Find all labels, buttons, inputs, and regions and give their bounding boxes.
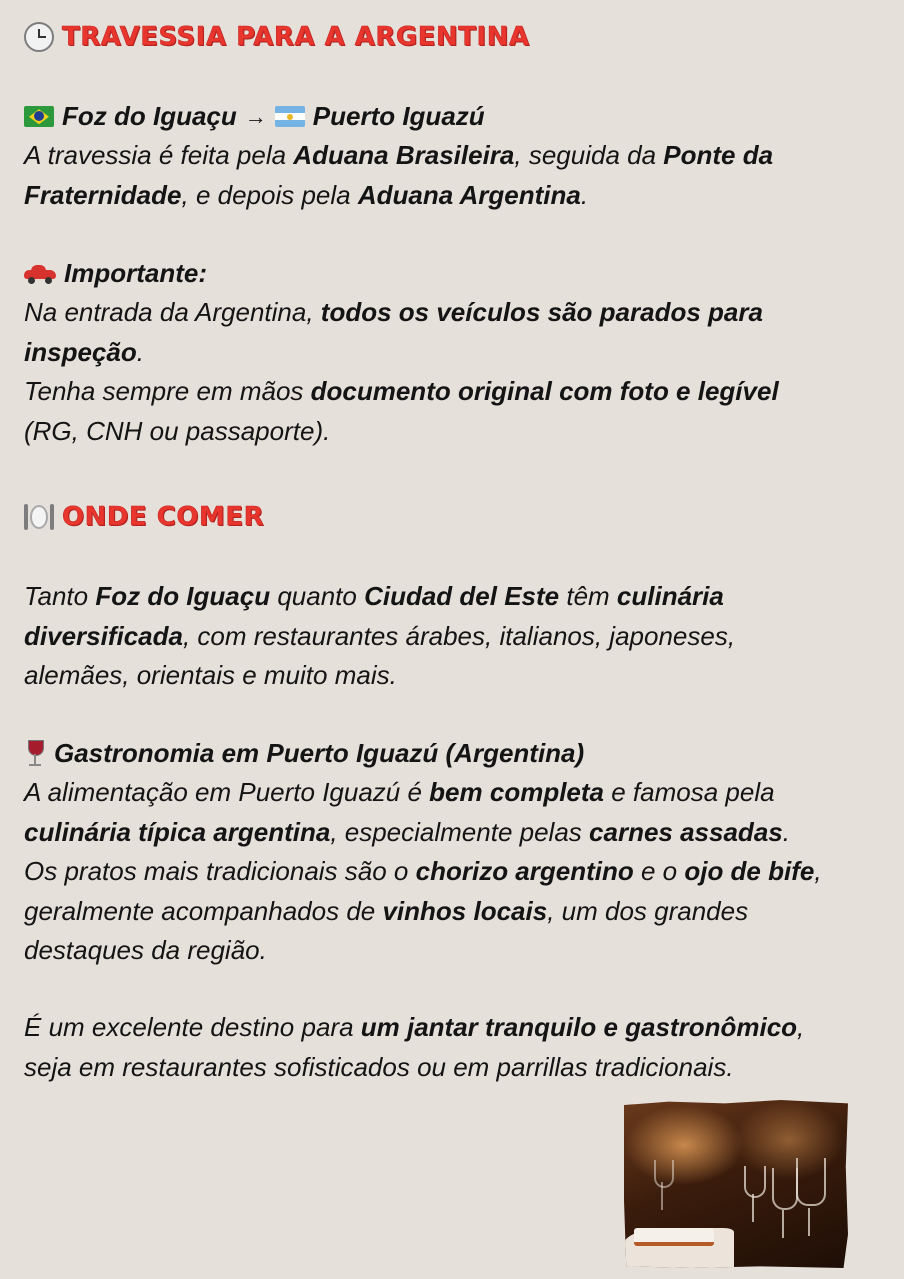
- text-line: inspeção.: [24, 336, 144, 367]
- text-line: culinária típica argentina, especialmente pelas carnes assadas.: [24, 816, 790, 847]
- text-line: Os pratos mais tradicionais são o chorizo argentino e o ojo de bife,: [24, 856, 822, 886]
- gastronomy-paragraph: [24, 773, 822, 971]
- text-line: (RG, CNH ou passaporte).: [24, 415, 331, 446]
- route-from: Foz do Iguaçu: [62, 101, 237, 131]
- text-line: seja em restaurantes sofisticados ou em parrillas tradicionais.: [24, 1051, 734, 1082]
- text-line: É um excelente destino para um jantar tranquilo e gastronômico,: [24, 1012, 805, 1042]
- section-heading-eating: [24, 502, 264, 532]
- important-label: Importante:: [24, 254, 207, 294]
- section-heading-crossing: [24, 22, 530, 52]
- plate-cutlery-icon: [24, 502, 54, 532]
- gastronomy-title: Gastronomia em Puerto Iguazú (Argentina): [24, 734, 584, 774]
- important-paragraph: [24, 293, 779, 451]
- text-line: Tenha sempre em mãos documento original com foto e legível: [24, 376, 779, 406]
- text-line: Fraternidade, e depois pela Aduana Argentina.: [24, 179, 589, 210]
- eating-paragraph: [24, 577, 735, 696]
- argentina-flag-icon: [275, 106, 305, 127]
- text-line: geralmente acompanhados de vinhos locais, um dos grandes: [24, 895, 749, 926]
- closing-paragraph: [24, 1008, 804, 1087]
- crossing-paragraph: [24, 136, 773, 215]
- heading-text: ONDE COMER: [62, 502, 265, 532]
- text-line: Tanto Foz do Iguaçu quanto Ciudad del Este têm culinária: [24, 581, 724, 611]
- route-arrow: →: [244, 104, 267, 129]
- heading-text: TRAVESSIA PARA A ARGENTINA: [62, 22, 530, 52]
- text-line: A alimentação em Puerto Iguazú é bem completa e famosa pela: [24, 777, 775, 807]
- car-icon: [24, 264, 56, 284]
- text-line: alemães, orientais e muito mais.: [24, 660, 397, 690]
- clock-icon: [24, 22, 54, 52]
- wine-glass-icon: [24, 740, 46, 768]
- restaurant-photo: [624, 1100, 848, 1268]
- text-line: A travessia é feita pela Aduana Brasileira, seguida da Ponte da: [24, 140, 774, 170]
- text-line: diversificada, com restaurantes árabes, italianos, japoneses,: [24, 620, 736, 651]
- text-line: destaques da região.: [24, 935, 267, 965]
- route-line: [24, 97, 485, 137]
- text-line: Na entrada da Argentina, todos os veículos são parados para: [24, 297, 763, 327]
- brazil-flag-icon: [24, 106, 54, 127]
- route-to: Puerto Iguazú: [312, 101, 485, 131]
